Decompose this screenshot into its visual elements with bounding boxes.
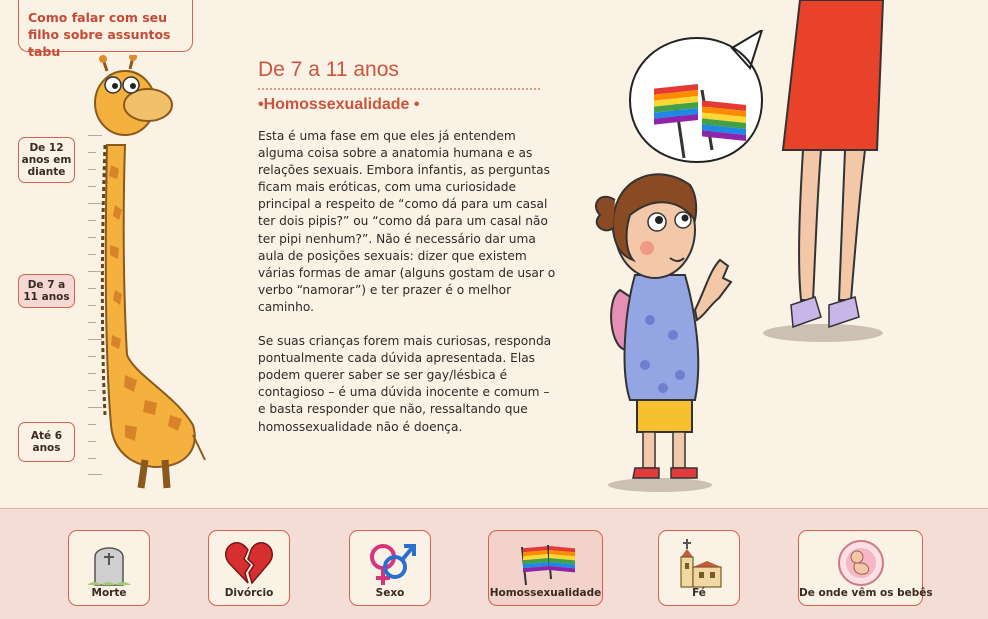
section-title: De 7 a 11 anos: [258, 58, 399, 81]
nav-label-fe: Fé: [692, 587, 706, 599]
nav-button-morte[interactable]: [68, 530, 150, 606]
paragraph-1: Esta é uma fase em que eles já entendem alguma coisa sobre a anatomia humana e as relações sexuais. Embora infantis, as perguntas ficam mais eróticas, com uma curiosidade principal a respeito de “como dá para um casal ter dois pipis?” ou “como dá para um casal não ter pipi nenhum?”. Não é necessário dar uma aula de posições sexuais: dizer que existem várias formas de amar (alguns gostam de usar o verbo “namorar”) e ter prazer é o melhor caminho.: [258, 129, 556, 314]
topic-title: •Homossexualidade •: [258, 96, 420, 113]
age-button-12-plus[interactable]: De 12 anos em diante: [18, 137, 75, 183]
nav-label-sexo: Sexo: [375, 587, 405, 599]
rainbow-flags-icon: [514, 539, 578, 587]
topic-navigation: [0, 508, 988, 619]
nav-label-bebes: De onde vêm os bebês: [799, 587, 933, 599]
age-button-up-to-6[interactable]: Até 6 anos: [18, 422, 75, 462]
fetus-icon: [833, 539, 889, 589]
nav-button-sexo[interactable]: [349, 530, 431, 606]
nav-label-divorcio: Divórcio: [224, 587, 274, 599]
nav-button-divorcio[interactable]: [208, 530, 290, 606]
church-icon: [671, 539, 727, 589]
title-divider: [258, 88, 540, 90]
nav-label-morte: Morte: [91, 587, 127, 599]
age-button-7-11[interactable]: De 7 a 11 anos: [18, 274, 75, 308]
nav-button-homossexualidade[interactable]: [488, 530, 603, 606]
app-title: Como falar com seu filho sobre assuntos tabu: [18, 0, 193, 52]
broken-heart-icon: [221, 539, 277, 587]
girl-illustration: [585, 160, 755, 495]
paragraph-2: Se suas crianças forem mais curiosas, responda pontualmente cada dúvida apresentada. Elas podem querer saber se ser gay/lésbica é contagioso – é uma dúvida inocente e comum – e basta responder que não, ressaltando que homossexualidade não é doença.: [258, 334, 552, 434]
age-ruler: [88, 135, 102, 475]
nav-button-fe[interactable]: [658, 530, 740, 606]
tombstone-icon: [81, 539, 137, 587]
nav-label-homossexualidade: Homossexualidade: [489, 587, 602, 599]
article-body: [258, 128, 556, 453]
mother-illustration: [755, 0, 895, 345]
speech-bubble-illustration: [622, 30, 772, 170]
nav-button-bebes[interactable]: [798, 530, 933, 606]
gender-symbols-icon: [362, 539, 418, 587]
giraffe-illustration: [85, 55, 210, 495]
